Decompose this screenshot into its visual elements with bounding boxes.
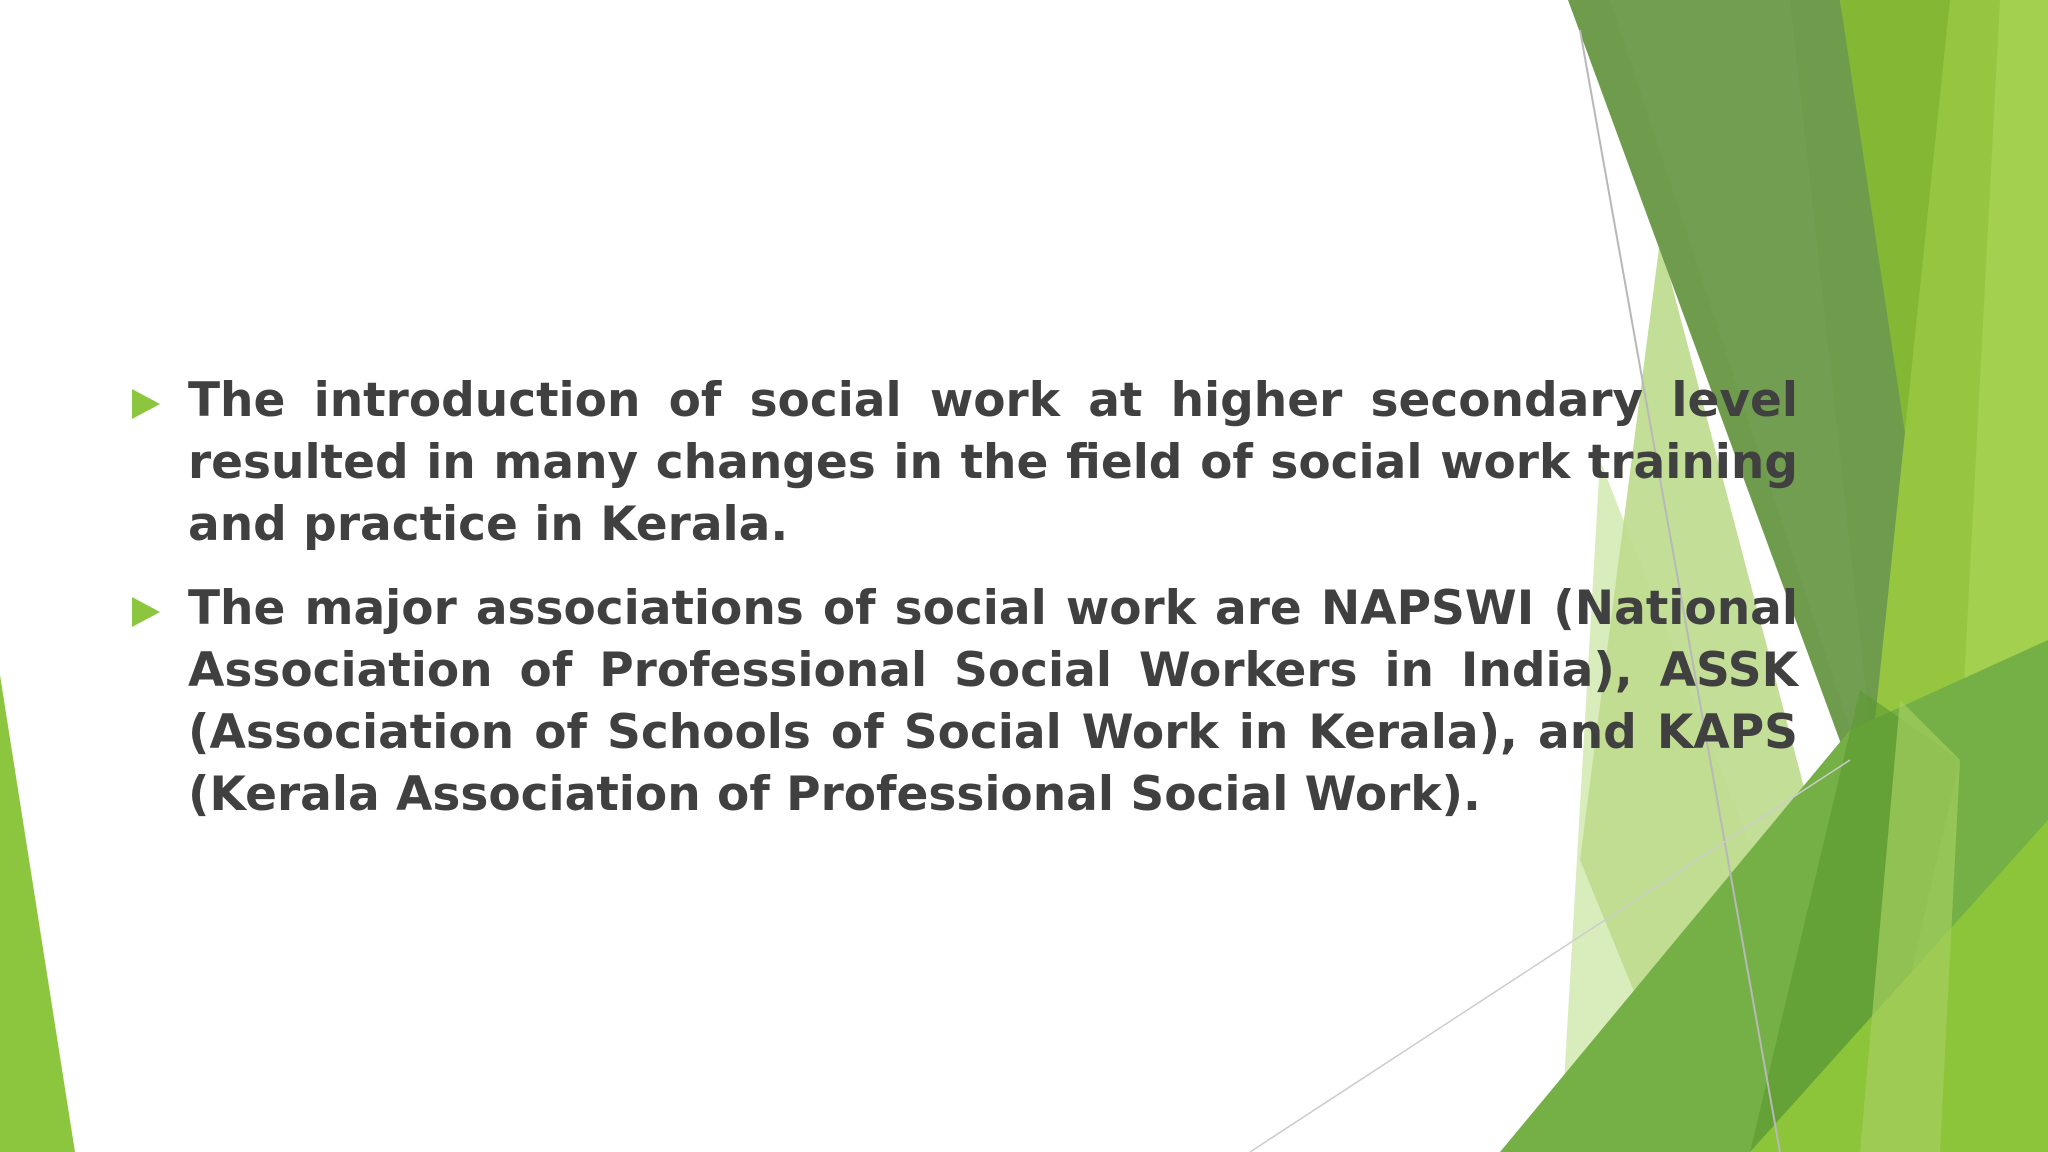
bullet-text-1: The introduction of social work at higher secondary level resulted in many changes in the field of social work training and practice in Kerala.: [188, 373, 1798, 552]
left-accent-shape: [0, 675, 75, 1152]
slide-body: [130, 370, 1798, 848]
bullet-text-2: The major associations of social work are NAPSWI (National Association of Professional Social Workers in India), ASSK (Association of Schools of Social Work in Kerala), and KAPS (Kerala Association of Professional Social Work).: [188, 581, 1798, 822]
bullet-item-2: [130, 578, 1798, 826]
triangle-right-icon: [132, 389, 160, 419]
triangle-right-icon: [132, 597, 160, 627]
bullet-item-1: [130, 370, 1798, 556]
